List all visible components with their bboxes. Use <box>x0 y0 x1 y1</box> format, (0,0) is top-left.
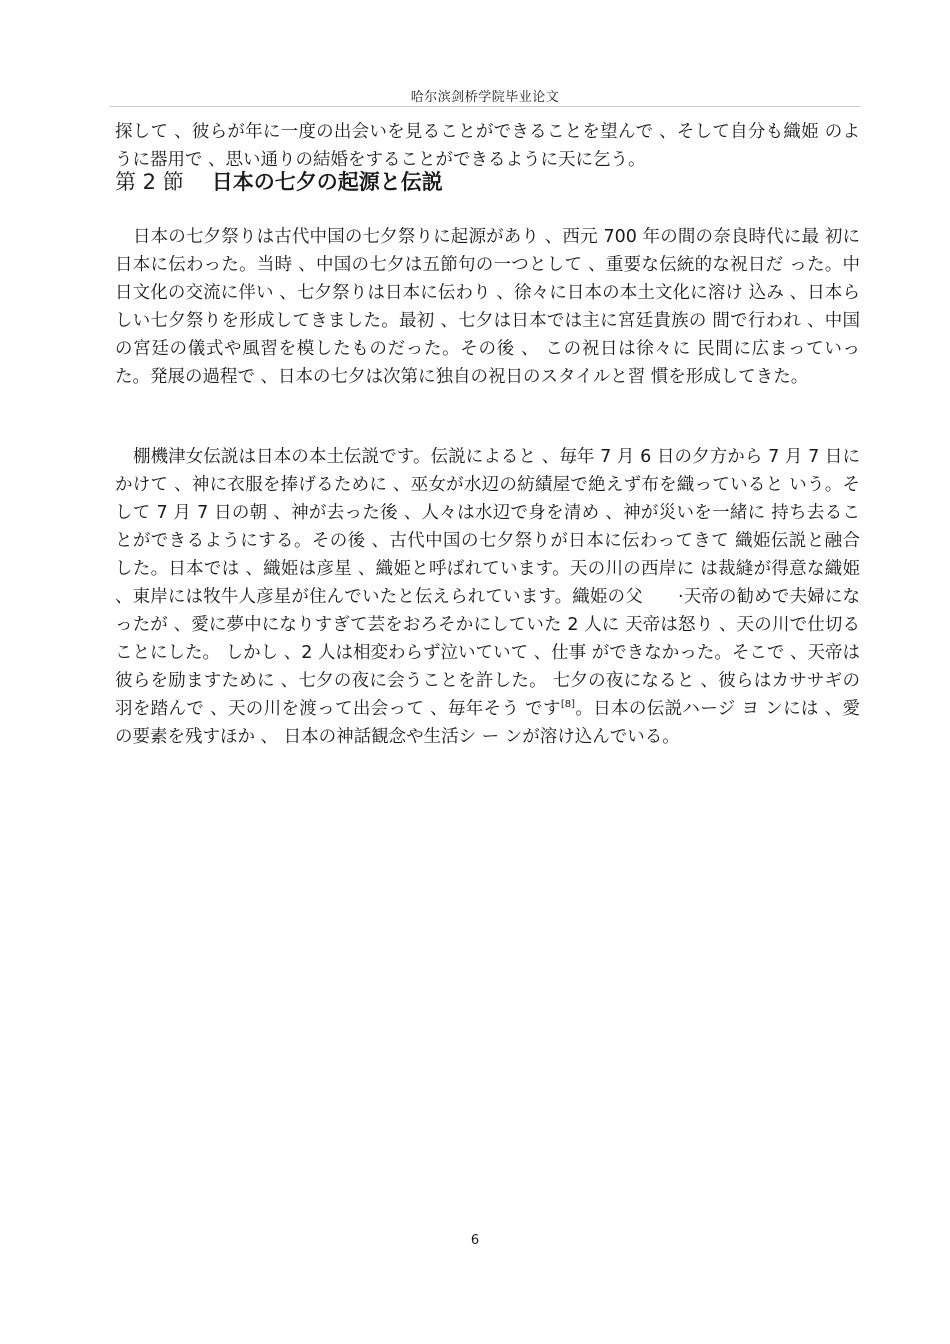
section-heading <box>115 166 443 196</box>
header-divider <box>110 106 860 107</box>
page-number: 6 <box>470 1233 480 1248</box>
paragraph-legend-tail: 。日本の伝説ハージ ヨ ンには 、愛の要素を残すほか 、 日本の神話観念や生活シ ー ンが溶け込んでいる。 <box>115 699 861 747</box>
paragraph-legend <box>115 443 860 751</box>
section-title: 日本の七夕の起源と伝説 <box>211 170 443 194</box>
continued-paragraph: 探して 、彼らが年に一度の出会いを見ることができることを望んで 、そして自分も織姫 のように器用で 、思い通りの結婚をすることができるように天に乞う。 <box>115 122 860 170</box>
citation-reference: [8] <box>560 699 576 711</box>
section-number: 第 2 節 <box>115 170 184 194</box>
running-header: 哈尔滨剑桥学院毕业论文 <box>410 90 560 105</box>
paragraph-legend-main: 棚機津女伝説は日本の本土伝説です。伝説によると 、毎年 7 月 6 日の夕方から 7 月 7 日にかけて 、神に衣服を捧げるために 、巫女が水辺の紡績屋で絶えず布を織っていると いう。そして 7 月 7 日の朝 、神が去った後 、人々は水辺で身を清め 、神が災いを一緒に 持ち去ることができるようにする。その後 、古代中国の七夕祭りが日本に伝わってきて 織姫伝説と融合した。日本では 、織姫は彦星 、織姫と呼ばれています。天の川の西岸に は裁縫が得意な織姫 、東岸には牧牛人彦星が住んでいたと伝えられています。織姫の父 ·天帝の勧めで夫婦になったが 、愛に夢中になりすぎて芸をおろそかにしていた 2 人に 天帝は怒り 、天の川で仕切ることにした。 しかし 、2 人は相変わらず泣いていて 、仕事 ができなかった。そこで 、天帝は彼らを励ますために 、七夕の夜に会うことを許した。 七夕の夜になると 、彼らはカササギの羽を踏んで 、天の川を渡って出会って 、毎年そう です <box>115 447 860 719</box>
paragraph-origin: 日本の七夕祭りは古代中国の七夕祭りに起源があり 、西元 700 年の間の奈良時代に最 初に日本に伝わった。当時 、中国の七夕は五節句の一つとして 、重要な伝統的な祝日だ った。中日文化の交流に伴い 、七夕祭りは日本に伝わり 、徐々に日本の本土文化に溶け 込み 、日本らしい七夕祭りを形成してきました。最初 、七夕は日本では主に宮廷貴族の 間で行われ 、中国の宮廷の儀式や風習を模したものだった。その後 、 この祝日は徐々に 民間に広まっていった。発展の過程で 、日本の七夕は次第に独自の祝日のスタイルと習 慣を形成してきた。 <box>115 227 860 387</box>
